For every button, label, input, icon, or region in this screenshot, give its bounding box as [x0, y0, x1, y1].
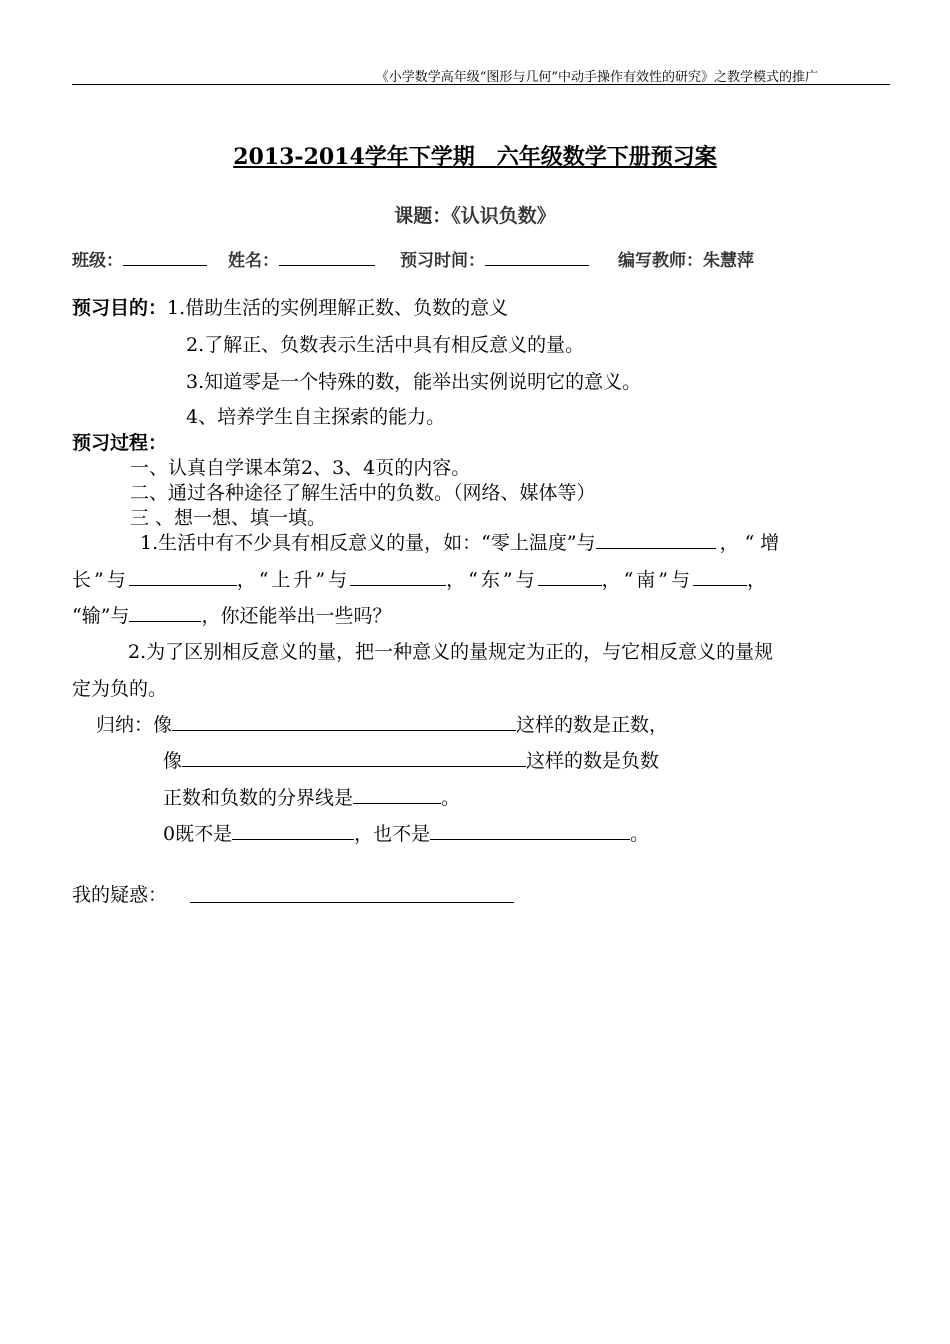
- goal-item-2: 2.了解正、负数表示生活中具有相反意义的量。: [186, 334, 585, 356]
- zero-blank-2[interactable]: [430, 821, 630, 840]
- page-title: 2013-2014学年下学期 六年级数学下册预习案: [233, 144, 717, 170]
- q1-text-a: 1.生活中有不少具有相反意义的量，如：“零上温度”与: [140, 532, 596, 554]
- q1-text-g: ，: [747, 569, 770, 591]
- time-field: [400, 246, 589, 271]
- q1-line-1: [140, 528, 785, 555]
- class-blank[interactable]: [123, 247, 207, 266]
- summary-negative: [163, 746, 659, 773]
- boundary-end: 。: [441, 787, 461, 809]
- doubt-blank[interactable]: [190, 902, 514, 903]
- q1-text-e: ，“东”与: [446, 569, 538, 591]
- q1-blank-2[interactable]: [129, 567, 237, 586]
- q1-blank-1[interactable]: [596, 530, 716, 549]
- goal-item-3: 3.知道零是一个特殊的数，能举出实例说明它的意义。: [186, 371, 642, 393]
- q2-line-1: 2.为了区别相反意义的量，把一种意义的量规定为正的，与它相反意义的量规: [128, 641, 774, 663]
- class-field: [72, 246, 207, 271]
- boundary-blank[interactable]: [353, 785, 441, 804]
- process-step-3: 三 、想一想、填一填。: [130, 507, 327, 529]
- q1-text-i: ，你还能举出一些吗？: [201, 605, 392, 627]
- negative-blank[interactable]: [182, 748, 526, 767]
- q1-text-b: ，“增: [719, 532, 786, 554]
- zero-text-b: ，也不是: [354, 823, 431, 845]
- lesson-subject: 课题：《认识负数》: [394, 205, 556, 227]
- q2-line-2: 定为负的。: [72, 678, 168, 700]
- q1-blank-5[interactable]: [693, 567, 747, 586]
- goal-item-1: 1.借助生活的实例理解正数、负数的意义: [167, 297, 509, 319]
- name-blank[interactable]: [279, 247, 375, 266]
- summary-like-2: 像: [163, 750, 183, 772]
- q1-text-h: “输”与: [72, 605, 130, 627]
- time-blank[interactable]: [485, 247, 589, 266]
- q1-text-d: ，“上升”与: [236, 569, 351, 591]
- goal-item-4: 4、培养学生自主探索的能力。: [186, 406, 446, 428]
- goals-row-1: [72, 293, 508, 320]
- q1-text-c: 长”与: [72, 569, 129, 591]
- zero-blank-1[interactable]: [232, 821, 354, 840]
- summary-label: 归纳：: [96, 714, 154, 736]
- name-label: 姓名：: [228, 251, 279, 271]
- teacher-label: 编写教师：朱慧萍: [618, 251, 754, 271]
- summary-like-1: 像: [153, 714, 173, 736]
- process-step-2: 二、通过各种途径了解生活中的负数。（网络、媒体等）: [130, 482, 596, 504]
- goals-label: 预习目的：: [72, 297, 168, 319]
- negative-tail: 这样的数是负数: [526, 750, 660, 772]
- process-label: 预习过程：: [72, 432, 168, 454]
- boundary-text: 正数和负数的分界线是: [163, 787, 354, 809]
- q1-text-f: ，“南”与: [601, 569, 694, 591]
- positive-tail: 这样的数是正数，: [516, 714, 669, 736]
- q1-blank-3[interactable]: [350, 567, 446, 586]
- header-rule: [72, 84, 890, 85]
- doubt-label: 我的疑惑：: [72, 884, 168, 906]
- q1-blank-6[interactable]: [129, 603, 201, 622]
- name-field: [228, 246, 375, 271]
- q1-line-3: [72, 601, 391, 628]
- time-label: 预习时间：: [400, 251, 485, 271]
- summary-boundary: [163, 783, 460, 810]
- class-label: 班级：: [72, 251, 123, 271]
- zero-end: 。: [630, 823, 650, 845]
- process-step-1: 一、认真自学课本第2、3、4页的内容。: [130, 457, 471, 479]
- zero-text-a: 0既不是: [163, 823, 233, 845]
- positive-blank[interactable]: [172, 712, 516, 731]
- q1-blank-4[interactable]: [538, 567, 602, 586]
- header-text: 《小学数学高年级“图形与几何”中动手操作有效性的研究》之教学模式的推广: [375, 70, 818, 85]
- q1-line-2: [72, 565, 769, 592]
- summary-positive: [96, 710, 668, 737]
- summary-zero: [163, 819, 649, 846]
